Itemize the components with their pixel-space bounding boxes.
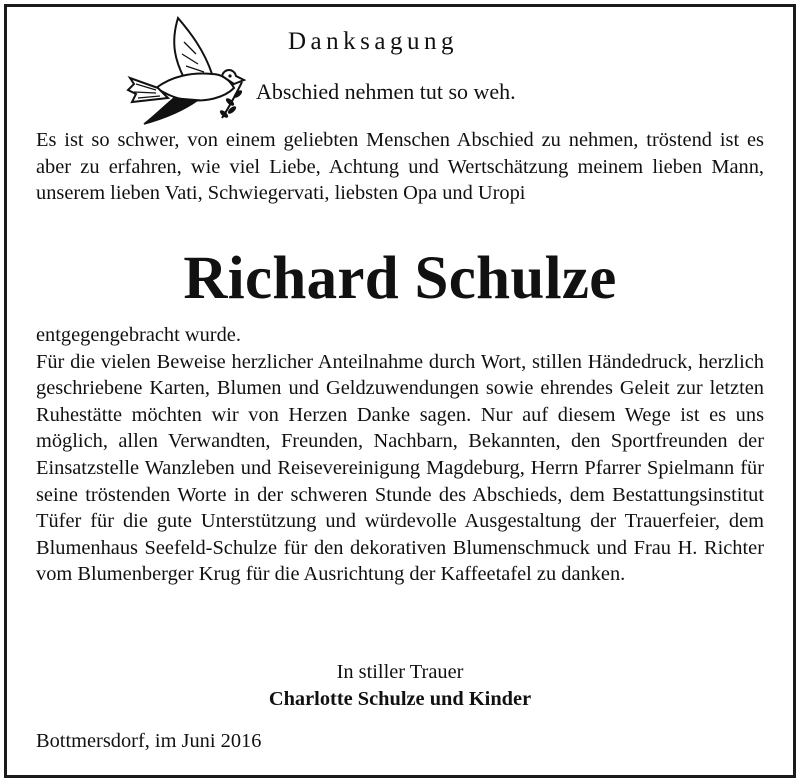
place-date: Bottmersdorf, im Juni 2016 bbox=[36, 730, 262, 752]
signers: Charlotte Schulze und Kinder bbox=[268, 688, 532, 710]
closing-line: In stiller Trauer bbox=[336, 661, 464, 683]
notice-subtitle: Abschied nehmen tut so weh. bbox=[256, 79, 516, 104]
notice-title: Danksagung bbox=[288, 28, 458, 55]
intro-paragraph: Es ist so schwer, von einem geliebten Menschen Abschied zu nehmen, tröstend ist es aber zu erfahren, wie viel Liebe, Achtung und Wertschätzung meinem lieben Mann, unserem lieben Vati, Schwiegervati, liebsten Opa und Uropi bbox=[36, 129, 764, 205]
thanks-paragraph: entgegengebracht wurde. Für die vielen Beweise herzlicher Anteilnahme durch Wort, stillen Händedruck, herzlich geschriebene Karten, Blumen und Geldzuwendungen sowie ehrendes Geleit zur letzten Ruhestätte möchten wir von Herzen Danke sagen. Nur auf diesem Wege ist es uns möglich, allen Verwandten, Freunden, Nachbarn, Bekannten, den Sportfreunden der Einsatzstelle Wanzleben und Reisevereinigung Magdeburg, Herrn Pfarrer Spielmann für seine tröstenden Worte in der schweren Stunde des Abschieds, dem Bestattungsinstitut Tüfer für die gute Unterstützung und würdevolle Ausgestaltung der Trauerfeier, dem Blumenhaus Seefeld-Schulze für den dekorativen Blumenschmuck und Frau H. Richter vom Blumenberger Krug für die Ausrichtung der Kaffeetafel zu danken. bbox=[36, 324, 764, 586]
closing-block bbox=[0, 659, 800, 713]
deceased-name: Richard Schulze bbox=[183, 245, 617, 312]
dove-with-branch-icon bbox=[126, 14, 250, 126]
